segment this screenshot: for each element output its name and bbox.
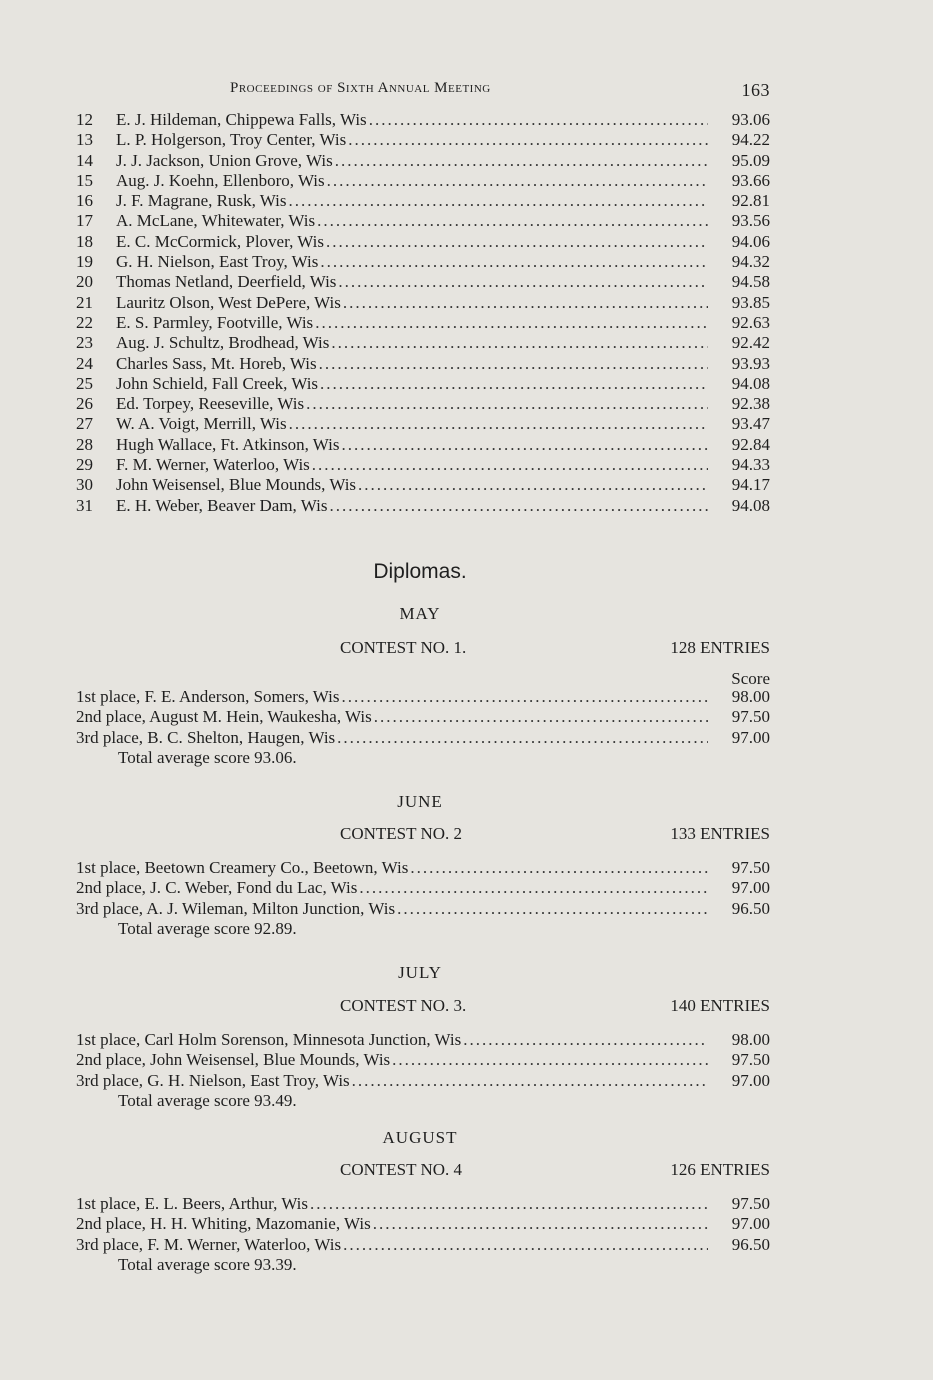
contest-results <box>76 687 770 768</box>
entry-score: 94.58 <box>731 272 770 292</box>
entry-score: 94.22 <box>731 130 770 150</box>
list-item <box>76 728 770 748</box>
list-item <box>76 171 770 191</box>
dot-leader <box>358 475 708 495</box>
entry-name: E. C. McCormick, Plover, Wis <box>116 231 324 251</box>
entry-score: 93.93 <box>731 353 770 373</box>
entry-number: 29 <box>76 455 93 475</box>
entry-score: 98.00 <box>731 687 770 706</box>
entry-number: 31 <box>76 495 93 515</box>
dot-leader <box>306 394 708 414</box>
dot-leader <box>288 191 708 211</box>
section-heading: Diplomas. <box>373 560 467 583</box>
entry-name: G. H. Nielson, East Troy, Wis <box>116 252 319 272</box>
list-item <box>76 130 770 150</box>
entry-name: 1st place, Carl Holm Sorenson, Minnesota Junction, Wis <box>76 1030 462 1049</box>
entry-number: 20 <box>76 272 93 292</box>
list-item <box>76 475 770 495</box>
list-item <box>76 455 770 475</box>
entry-name: J. F. Magrane, Rusk, Wis <box>116 191 287 211</box>
entry-score: 97.00 <box>731 878 770 898</box>
dot-leader <box>341 687 708 707</box>
list-item <box>76 1214 770 1234</box>
entry-score: 98.00 <box>731 1030 770 1049</box>
average-score: Total average score 92.89. <box>118 918 297 938</box>
average-score: Total average score 93.49. <box>118 1090 297 1110</box>
entry-score: 94.06 <box>731 231 770 251</box>
entry-score: 92.84 <box>731 434 770 454</box>
list-item <box>76 252 770 272</box>
entry-name: John Weisensel, Blue Mounds, Wis <box>116 475 357 495</box>
list-item <box>76 333 770 353</box>
entry-score: 97.00 <box>731 1070 770 1090</box>
entry-number: 30 <box>76 475 93 495</box>
entry-score: 94.08 <box>731 495 770 515</box>
list-item <box>76 707 770 727</box>
entry-score: 94.32 <box>731 252 770 272</box>
dot-leader <box>320 374 708 394</box>
entry-score: 96.50 <box>731 898 770 918</box>
entry-name: 2nd place, John Weisensel, Blue Mounds, Wis <box>76 1050 391 1070</box>
entry-score: 92.63 <box>731 312 770 332</box>
entry-score: 96.50 <box>731 1234 770 1254</box>
entry-name: 3rd place, A. J. Wileman, Milton Junction, Wis <box>76 898 396 918</box>
average-score: Total average score 93.06. <box>118 747 297 767</box>
dot-leader <box>392 1050 708 1070</box>
list-item <box>76 496 770 516</box>
entry-number: 21 <box>76 292 93 312</box>
page-number: 163 <box>741 80 770 100</box>
list-item <box>76 151 770 171</box>
entry-score: 93.66 <box>731 170 770 190</box>
entry-number: 13 <box>76 130 93 150</box>
list-item <box>76 858 770 878</box>
entry-number: 28 <box>76 434 93 454</box>
dot-leader <box>327 171 708 191</box>
score-column-label: Score <box>731 669 770 688</box>
month-label: JUNE <box>397 792 443 811</box>
entry-name: W. A. Voigt, Merrill, Wis <box>116 414 287 434</box>
month-label: MAY <box>399 604 441 623</box>
dot-leader <box>338 272 708 292</box>
entry-score: 92.81 <box>731 191 770 211</box>
month-label: AUGUST <box>382 1128 458 1147</box>
entry-name: 3rd place, G. H. Nielson, East Troy, Wis <box>76 1070 350 1090</box>
contest-number: CONTEST NO. 3. <box>340 996 467 1015</box>
list-item <box>76 878 770 898</box>
dot-leader <box>397 899 708 919</box>
entry-name: 1st place, Beetown Creamery Co., Beetown, Wis <box>76 858 409 877</box>
dot-leader <box>315 313 708 333</box>
contest-results <box>76 1194 770 1275</box>
list-item <box>76 1194 770 1214</box>
list-item <box>76 394 770 414</box>
dot-leader <box>369 110 708 130</box>
entry-number: 16 <box>76 191 93 211</box>
results-list <box>76 110 770 516</box>
entry-name: 1st place, F. E. Anderson, Somers, Wis <box>76 687 340 706</box>
entry-number: 18 <box>76 231 93 251</box>
contest-results <box>76 1030 770 1111</box>
entry-score: 97.50 <box>731 1194 770 1213</box>
list-item <box>76 1071 770 1091</box>
entry-name: John Schield, Fall Creek, Wis <box>116 373 319 393</box>
entry-score: 97.50 <box>731 1050 770 1070</box>
dot-leader <box>317 211 708 231</box>
list-item <box>76 414 770 434</box>
list-item <box>76 211 770 231</box>
contest-entries: 140 ENTRIES <box>670 996 770 1015</box>
list-item <box>76 272 770 292</box>
entry-score: 94.33 <box>731 455 770 475</box>
entry-name: 2nd place, H. H. Whiting, Mazomanie, Wis <box>76 1214 371 1234</box>
entry-number: 22 <box>76 312 93 332</box>
entry-name: 1st place, E. L. Beers, Arthur, Wis <box>76 1194 309 1213</box>
dot-leader <box>331 333 708 353</box>
entry-number: 26 <box>76 394 93 414</box>
entry-name: E. S. Parmley, Footville, Wis <box>116 312 314 332</box>
contest-entries: 126 ENTRIES <box>670 1160 770 1179</box>
entry-score: 94.08 <box>731 373 770 393</box>
entry-name: 3rd place, B. C. Shelton, Haugen, Wis <box>76 727 336 747</box>
entry-name: 2nd place, J. C. Weber, Fond du Lac, Wis <box>76 878 358 898</box>
list-item <box>76 313 770 333</box>
entry-score: 97.50 <box>731 707 770 727</box>
entry-name: 2nd place, August M. Hein, Waukesha, Wis <box>76 707 372 727</box>
contest-header <box>340 824 770 846</box>
dot-leader <box>343 293 708 313</box>
entry-score: 93.85 <box>731 292 770 312</box>
entry-name: A. McLane, Whitewater, Wis <box>116 211 316 231</box>
list-item <box>76 374 770 394</box>
entry-score: 93.47 <box>731 414 770 434</box>
entry-number: 25 <box>76 373 93 393</box>
entry-name: 3rd place, F. M. Werner, Waterloo, Wis <box>76 1234 342 1254</box>
dot-leader <box>410 858 708 878</box>
entry-name: Charles Sass, Mt. Horeb, Wis <box>116 353 317 373</box>
entry-name: Aug. J. Schultz, Brodhead, Wis <box>116 333 330 353</box>
entry-score: 95.09 <box>731 150 770 170</box>
list-item <box>76 293 770 313</box>
dot-leader <box>310 1194 708 1214</box>
list-item <box>76 110 770 130</box>
contest-results <box>76 858 770 939</box>
entry-number: 23 <box>76 333 93 353</box>
entry-name: L. P. Holgerson, Troy Center, Wis <box>116 130 347 150</box>
dot-leader <box>319 354 708 374</box>
month-label: JULY <box>398 963 442 982</box>
entry-name: Hugh Wallace, Ft. Atkinson, Wis <box>116 434 340 454</box>
contest-header <box>340 996 770 1018</box>
entry-name: F. M. Werner, Waterloo, Wis <box>116 455 310 475</box>
entry-score: 92.42 <box>731 333 770 353</box>
entry-name: E. H. Weber, Beaver Dam, Wis <box>116 495 328 515</box>
entry-number: 19 <box>76 252 93 272</box>
entry-score: 94.17 <box>731 475 770 495</box>
entry-number: 24 <box>76 353 93 373</box>
contest-number: CONTEST NO. 4 <box>340 1160 462 1179</box>
dot-leader <box>335 151 708 171</box>
dot-leader <box>289 414 708 434</box>
contest-number: CONTEST NO. 2 <box>340 824 462 843</box>
entry-number: 27 <box>76 414 93 434</box>
list-item <box>76 354 770 374</box>
running-title: Proceedings of Sixth Annual Meeting <box>230 80 491 96</box>
list-item <box>76 191 770 211</box>
page-header <box>230 80 770 104</box>
list-item <box>76 1030 770 1050</box>
list-item <box>76 1050 770 1070</box>
list-item <box>76 687 770 707</box>
dot-leader <box>352 1071 708 1091</box>
dot-leader <box>342 435 708 455</box>
dot-leader <box>359 878 708 898</box>
entry-name: Ed. Torpey, Reeseville, Wis <box>116 394 305 414</box>
entry-score: 97.00 <box>731 1214 770 1234</box>
entry-name: Lauritz Olson, West DePere, Wis <box>116 292 341 312</box>
dot-leader <box>337 728 708 748</box>
contest-header <box>340 638 770 660</box>
dot-leader <box>374 707 708 727</box>
contest-entries: 133 ENTRIES <box>670 824 770 843</box>
entry-score: 93.56 <box>731 211 770 231</box>
list-item <box>76 232 770 252</box>
dot-leader <box>343 1235 708 1255</box>
entry-score: 93.06 <box>731 110 770 129</box>
entry-score: 97.50 <box>731 858 770 877</box>
list-item <box>76 1235 770 1255</box>
entry-name: Thomas Netland, Deerfield, Wis <box>116 272 337 292</box>
entry-name: J. J. Jackson, Union Grove, Wis <box>116 150 333 170</box>
entry-number: 15 <box>76 170 93 190</box>
entry-score: 97.00 <box>731 727 770 747</box>
dot-leader <box>348 130 708 150</box>
entry-name: Aug. J. Koehn, Ellenboro, Wis <box>116 170 325 190</box>
average-score: Total average score 93.39. <box>118 1254 297 1274</box>
contest-entries: 128 ENTRIES <box>670 638 770 657</box>
dot-leader <box>320 252 708 272</box>
list-item <box>76 435 770 455</box>
entry-number: 12 <box>76 110 93 129</box>
contest-number: CONTEST NO. 1. <box>340 638 467 657</box>
list-item <box>76 899 770 919</box>
entry-name: E. J. Hildeman, Chippewa Falls, Wis <box>116 110 367 129</box>
dot-leader <box>312 455 708 475</box>
dot-leader <box>326 232 708 252</box>
dot-leader <box>373 1214 708 1234</box>
entry-number: 14 <box>76 150 93 170</box>
contest-header <box>340 1160 770 1182</box>
entry-number: 17 <box>76 211 93 231</box>
entry-score: 92.38 <box>731 394 770 414</box>
dot-leader <box>463 1030 708 1050</box>
dot-leader <box>329 496 708 516</box>
